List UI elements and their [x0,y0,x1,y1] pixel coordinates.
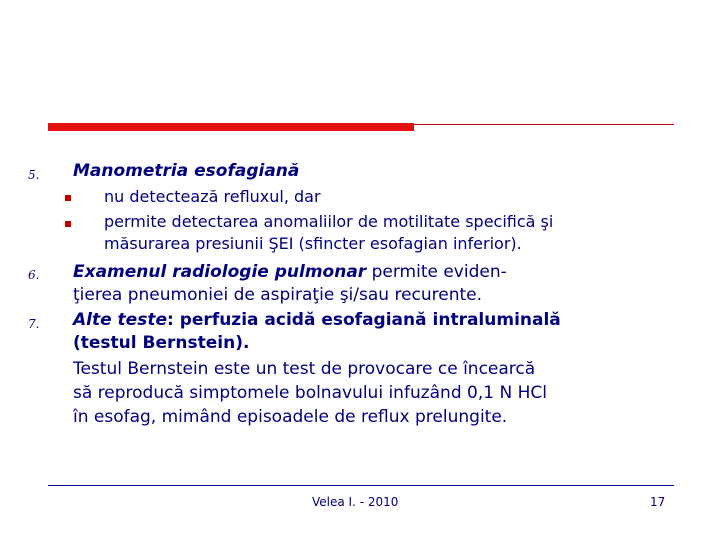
item-7-title-1: Alte teste [73,310,167,330]
item-7-title-line-2: (testul Bernstein). [73,333,250,353]
item-6-number: 6. [28,268,40,282]
item-7-number: 7. [28,317,40,331]
item-7-line-1 [73,309,693,332]
bottom-divider [48,485,674,486]
item-7-title-2: perfuzia acidă esofagiană intraluminală [173,310,561,330]
item-6-line-2: ţierea pneumoniei de aspiraţie şi/sau recurente. [73,285,483,305]
item-5-title-text: Manometria esofagiană [73,161,300,181]
item-5-number: 5. [28,168,40,182]
item-5-bullet-2: permite detectarea anomaliilor de motilitate specifică şi [104,212,554,231]
item-6-title: Examenul radiologie pulmonar [73,262,367,282]
footer-page-number: 17 [650,495,666,509]
item-7-title-colon: : [167,310,174,330]
top-accent-bar [48,123,414,131]
item-7-body-2: să reproducă simptomele bolnavului infuzând 0,1 N HCl [73,383,547,403]
item-5-bullet-2-cont: măsurarea presiunii ŞEI (sfincter esofagian inferior). [104,234,522,253]
item-6-line-1 [73,261,693,284]
bullet-square-icon [65,195,71,201]
item-6-text-1: permite eviden- [366,262,507,282]
item-5-bullet-1: nu detectează refluxul, dar [104,187,321,206]
footer-author: Velea I. - 2010 [312,495,399,509]
item-7-body-3: în esofag, mimând episoadele de reflux prelungite. [73,407,508,427]
item-7-body-1: Testul Bernstein este un test de provocare ce încearcă [73,359,536,379]
bullet-square-icon [65,221,71,227]
item-5-title [73,160,693,183]
